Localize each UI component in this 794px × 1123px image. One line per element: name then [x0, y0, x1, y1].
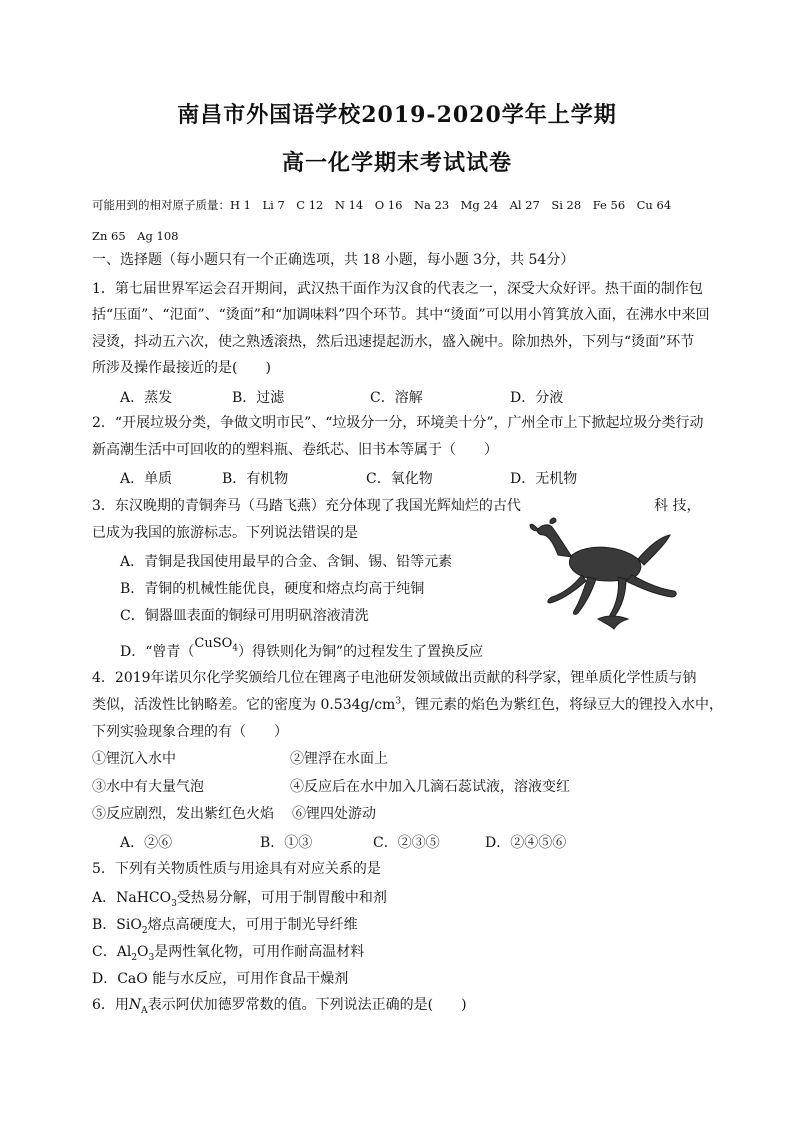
q4-option-c[interactable]: C．②③⑤ — [373, 835, 440, 851]
q5-option-c[interactable]: C．$Al_2O_3$是两性氧化物，可用作耐高温材料 — [92, 944, 365, 963]
q2-option-c[interactable]: C．氧化物 — [366, 471, 433, 487]
q4-option-b[interactable]: B．①③ — [260, 835, 313, 851]
q1-option-b[interactable]: B．过滤 — [232, 390, 285, 406]
q3-line-1b: 科 技， — [654, 498, 701, 514]
q2-option-d[interactable]: D．无机物 — [510, 471, 578, 487]
q3-option-d-prefix: D．“曾青（ — [120, 644, 195, 660]
q3-option-b[interactable]: B．青铜的机械性能优良，硬度和熔点均高于纯铜 — [120, 581, 425, 597]
q4-item-5: ⑤反应剧烈，发出紫红色火焰 — [92, 806, 274, 822]
cuso4-formula: CuSO$_4$ — [194, 636, 239, 654]
atomic-masses-line1: 可能用到的相对原子质量：H 1 Li 7 C 12 N 14 O 16 Na 23 Mg 24 Al 27 Si 28 Fe 56 Cu 64 — [92, 198, 672, 212]
q1-line-2: 括“压面”、“氾面”、“烫面”和“加调味料”四个环节。其中“烫面”可以用小筲箕放入面，在沸水中来回 — [92, 307, 710, 323]
q6-stem: 6．用$N_A$表示阿伏加德罗常数的值。下列说法正确的是( ) — [92, 997, 467, 1016]
bronze-horse-image — [528, 515, 688, 640]
q4-option-a[interactable]: A．②⑥ — [120, 835, 173, 851]
q3-line-2: 已成为我国的旅游标志。下列说法错误的是 — [92, 525, 358, 541]
q2-line-2: 新高潮生活中可回收的的塑料瓶、卷纸芯、旧书本等属于（ ） — [92, 442, 498, 458]
q3-option-d-suffix: ）得铁则化为铜”的过程发生了置换反应 — [238, 644, 484, 660]
q4-line-1: 4．2019年诺贝尔化学奖颁给几位在锂离子电池研发领域做出贡献的科学家，锂单质化学性质与钠 — [92, 670, 697, 686]
q2-option-b[interactable]: B．有机物 — [222, 471, 289, 487]
q4-item-1: ①锂沉入水中 — [92, 751, 176, 767]
q2-option-a[interactable]: A．单质 — [120, 471, 173, 487]
q4-line-2: 类似，活泼性比钠略差。它的密度为 $0.534g/cm^3$，锂元素的焰色为紫红色，将绿豆大的锂投入水中， — [92, 696, 724, 713]
q3-line-1a: 3．东汉晚期的青铜奔马（马踏飞燕）充分体现了我国光辉灿烂的古代 — [92, 498, 521, 514]
q5-stem: 5．下列有关物质性质与用途具有对应关系的是 — [92, 861, 381, 877]
q5-option-a[interactable]: A．NaHCO$_3$受热易分解，可用于制胃酸中和剂 — [92, 890, 387, 909]
q5-option-d[interactable]: D．CaO 能与水反应，可用作食品干燥剂 — [92, 971, 349, 987]
section-heading: 一、选择题（每小题只有一个正确选项，共 18 小题，每小题 3分，共 54分） — [92, 252, 575, 268]
q3-option-c[interactable]: C．铜器皿表面的铜绿可用明矾溶液清洗 — [120, 608, 369, 624]
q4-item-3: ③水中有大量气泡 — [92, 779, 204, 795]
atomic-masses-line2: Zn 65 Ag 108 — [92, 229, 179, 243]
q4-item-2: ②锂浮在水面上 — [290, 751, 388, 767]
q1-option-d[interactable]: D．分液 — [510, 390, 564, 406]
q4-line-3: 下列实验现象合理的有（ ） — [92, 724, 288, 740]
q3-option-d[interactable] — [120, 636, 484, 661]
q2-line-1: 2．“开展垃圾分类，争做文明市民”、“垃圾分一分，环境美十分”，广州全市上下掀起垃圾分类行动 — [92, 415, 704, 431]
q1-line-4: 所涉及操作最接近的是( ) — [92, 360, 271, 376]
q3-option-a[interactable]: A．青铜是我国使用最早的合金、含铜、锡、铅等元素 — [120, 554, 453, 570]
q1-option-c[interactable]: C．溶解 — [370, 390, 423, 406]
paper-title: 南昌市外国语学校2019-2020学年上学期 — [177, 102, 617, 128]
q1-option-a[interactable]: A．蒸发 — [120, 390, 173, 406]
paper-subtitle: 高一化学期末考试试卷 — [281, 150, 512, 176]
q5-option-b[interactable]: B．SiO$_2$熔点高硬度大，可用于制光导纤维 — [92, 917, 358, 936]
q1-line-1: 1．第七届世界军运会召开期间，武汉热干面作为汉食的代表之一，深受大众好评。热干面的制作包 — [92, 281, 703, 297]
q4-item-6: ⑥锂四处游动 — [292, 806, 376, 822]
q1-line-3: 浸烫，抖动五六次，使之熟透滚热，然后迅速提起沥水，盛入碗中。除加热外，下列与“烫面”环节 — [92, 334, 695, 350]
q4-item-4: ④反应后在水中加入几滴石蕊试液，溶液变红 — [290, 779, 570, 795]
q4-option-d[interactable]: D．②④⑤⑥ — [485, 835, 567, 851]
